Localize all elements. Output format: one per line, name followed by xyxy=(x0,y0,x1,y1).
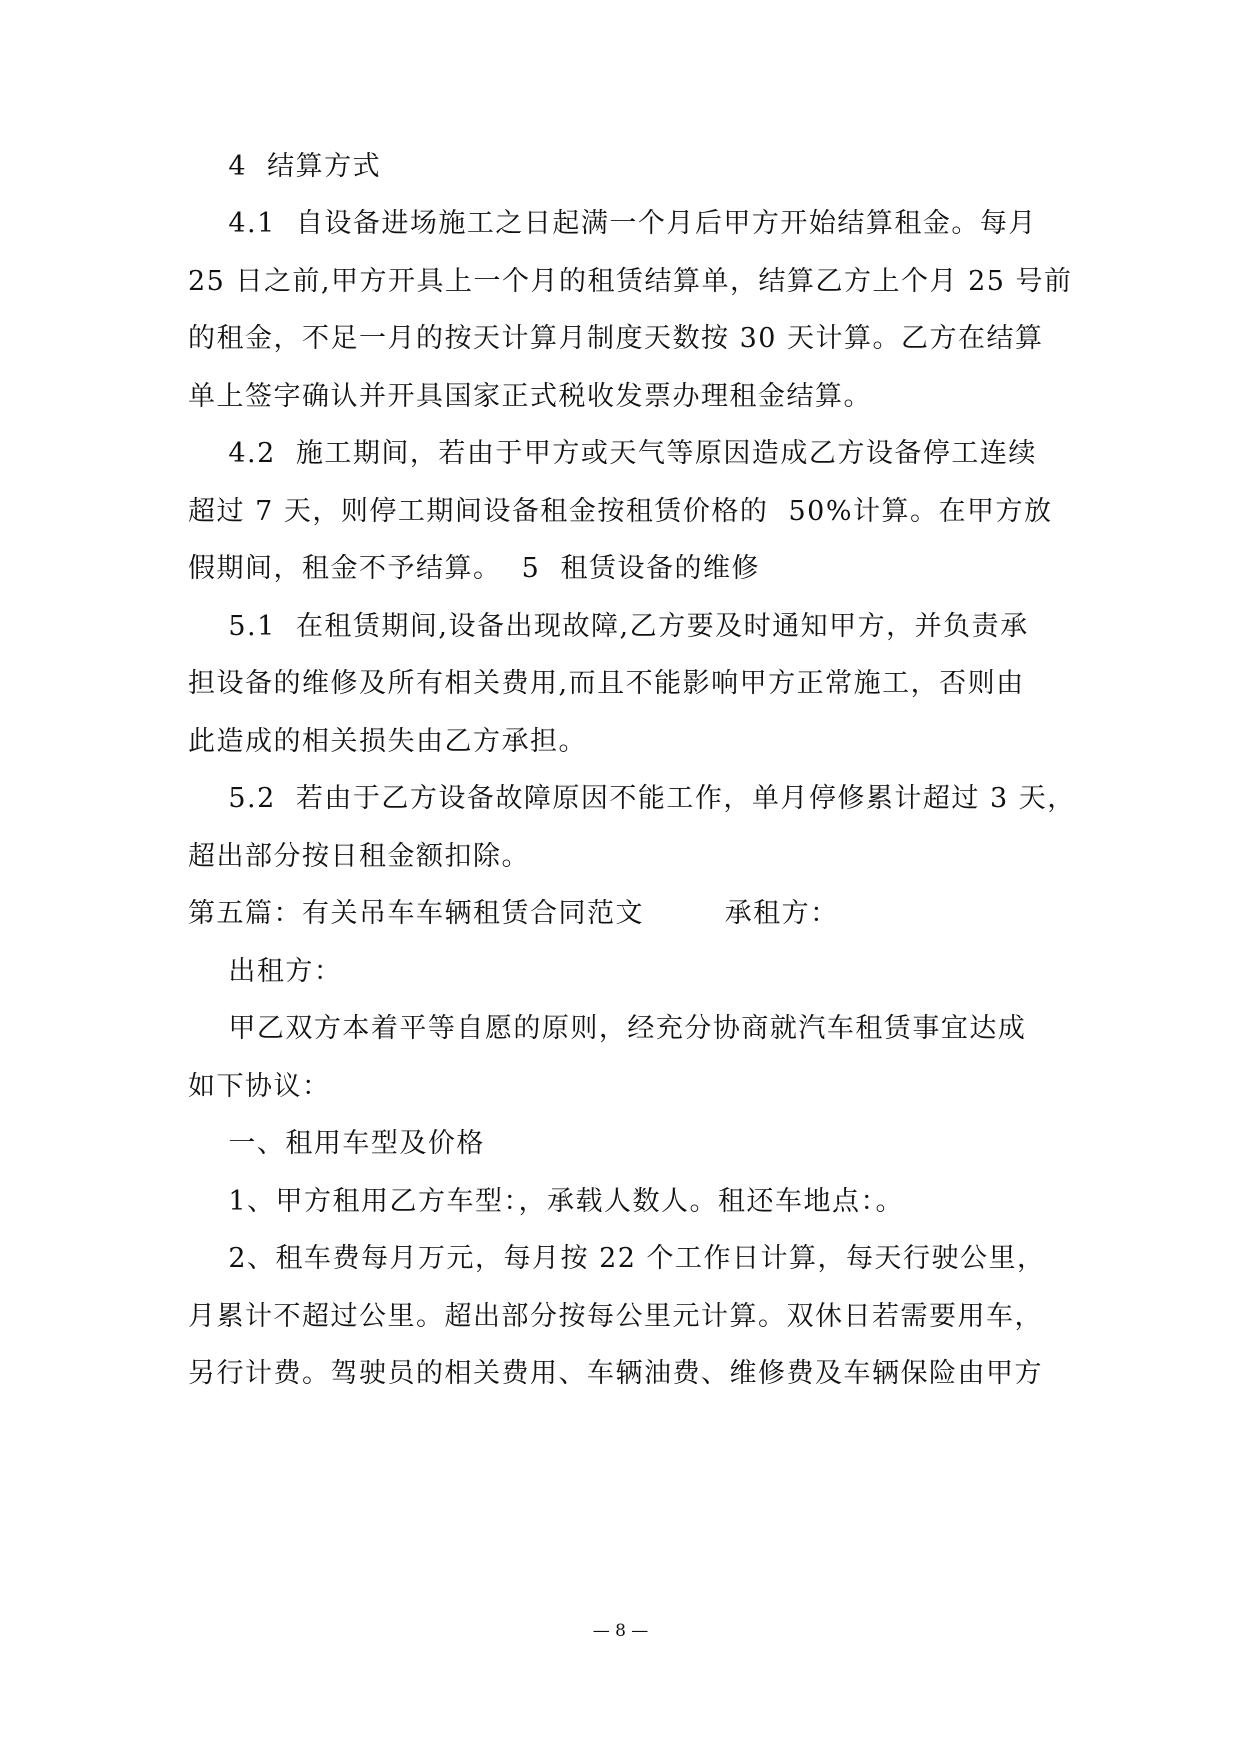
text-line: 1、甲方租用乙方车型：，承载人数人。租还车地点：。 xyxy=(188,1186,905,1217)
text-line: 假期间，租金不予结算。 5 租赁设备的维修 xyxy=(188,553,761,584)
text-line: 4.1 自设备进场施工之日起满一个月后甲方开始结算租金。每月 xyxy=(188,208,1037,239)
text-line: 出租方： xyxy=(188,956,343,987)
text-line: 如下协议： xyxy=(188,1071,331,1102)
text-line: 的租金，不足一月的按天计算月制度天数按 30 天计算。乙方在结算 xyxy=(188,323,1044,354)
text-line: 月累计不超过公里。超出部分按每公里元计算。双休日若需要用车， xyxy=(188,1301,1043,1332)
section-heading: 4 结算方式 xyxy=(188,151,382,182)
text-line: 25 日之前,甲方开具上一个月的租赁结算单，结算乙方上个月 25 号前 xyxy=(188,266,1073,297)
text-line: 5.2 若由于乙方设备故障原因不能工作，单月停修累计超过 3 天， xyxy=(188,783,1076,814)
text-line: 单上签字确认并开具国家正式税收发票办理租金结算。 xyxy=(188,381,872,412)
text-line: 5.1 在租赁期间,设备出现故障,乙方要及时通知甲方，并负责承 xyxy=(188,611,1029,642)
text-line: 超出部分按日租金额扣除。 xyxy=(188,841,530,872)
text-line: 另行计费。驾驶员的相关费用、车辆油费、维修费及车辆保险由甲方 xyxy=(188,1358,1043,1389)
text-line: 2、租车费每月万元，每月按 22 个工作日计算，每天行驶公里， xyxy=(188,1243,1046,1274)
page-number: — 8 — xyxy=(592,1621,649,1641)
text-line: 4.2 施工期间，若由于甲方或天气等原因造成乙方设备停工连续 xyxy=(188,438,1037,469)
text-line: 担设备的维修及所有相关费用,而且不能影响甲方正常施工，否则由 xyxy=(188,668,1025,699)
text-line: 此造成的相关损失由乙方承担。 xyxy=(188,726,587,757)
chapter-heading: 第五篇：有关吊车车辆租赁合同范文 承租方： xyxy=(188,898,839,929)
text-line: 甲乙双方本着平等自愿的原则，经充分协商就汽车租赁事宜达成 xyxy=(188,1013,1027,1044)
text-line: 超过 7 天，则停工期间设备租金按租赁价格的 50%计算。在甲方放 xyxy=(188,496,1053,527)
text-line: 一、租用车型及价格 xyxy=(188,1128,485,1159)
